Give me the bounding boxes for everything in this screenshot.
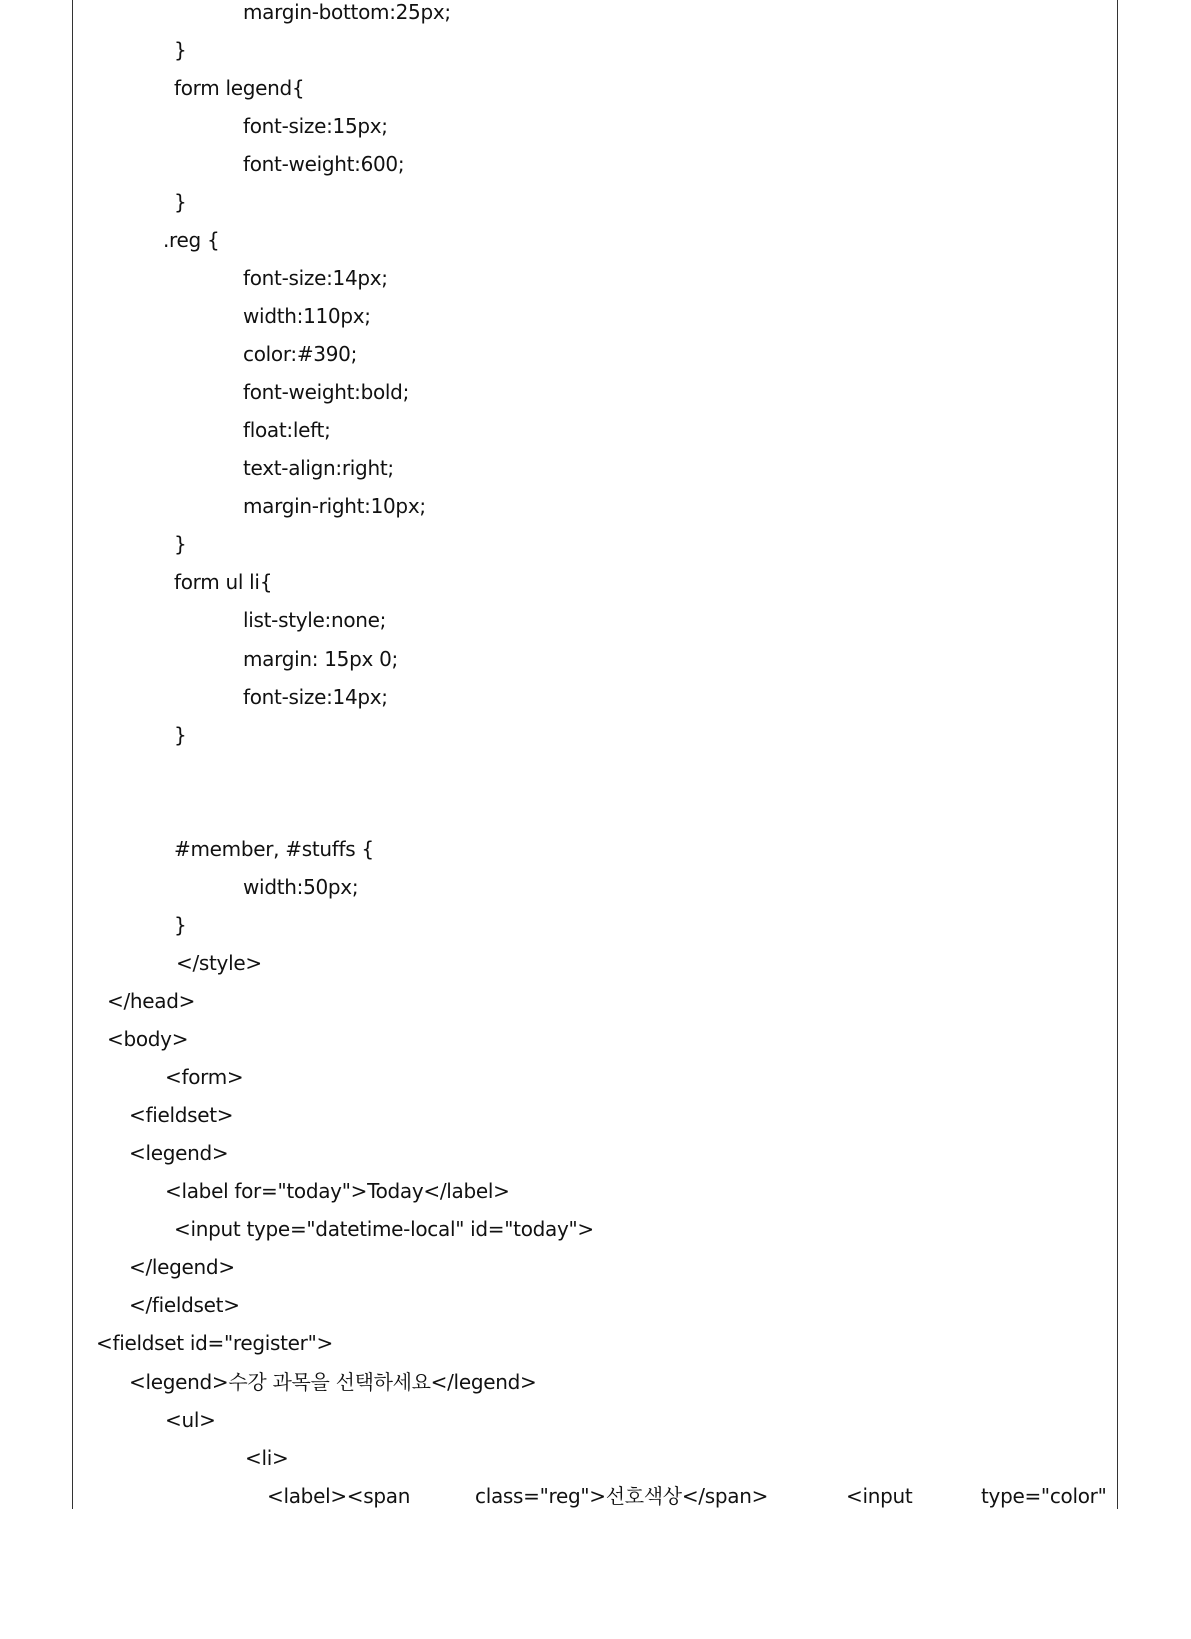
code-line: margin: 15px 0; bbox=[243, 647, 398, 671]
code-line: list-style:none; bbox=[243, 608, 387, 632]
code-segment: class="reg">선호색상</span> bbox=[475, 1484, 769, 1508]
code-line: <input type="datetime-local" id="today"> bbox=[174, 1217, 594, 1241]
code-line: <fieldset> bbox=[129, 1103, 234, 1127]
code-line: text-align:right; bbox=[243, 456, 394, 480]
code-line: float:left; bbox=[243, 418, 331, 442]
code-segment: type="color" bbox=[981, 1484, 1107, 1508]
code-segment: <input bbox=[846, 1484, 913, 1508]
code-line: width:50px; bbox=[243, 875, 359, 899]
code-line-justified bbox=[0, 1483, 1191, 1509]
table-border-left bbox=[72, 0, 73, 1509]
code-line: font-size:14px; bbox=[243, 685, 388, 709]
code-line: } bbox=[174, 190, 187, 214]
code-line: } bbox=[174, 723, 187, 747]
code-line: font-size:15px; bbox=[243, 114, 388, 138]
code-line: form ul li{ bbox=[174, 570, 273, 594]
code-line: font-size:14px; bbox=[243, 266, 388, 290]
code-line: font-weight:bold; bbox=[243, 380, 410, 404]
code-line: <body> bbox=[107, 1027, 189, 1051]
code-line: <label for="today">Today</label> bbox=[165, 1179, 510, 1203]
code-line: <fieldset id="register"> bbox=[96, 1331, 333, 1355]
code-line: <li> bbox=[245, 1446, 289, 1470]
code-line: <ul> bbox=[165, 1408, 216, 1432]
code-line: form legend{ bbox=[174, 76, 305, 100]
code-line: margin-right:10px; bbox=[243, 494, 426, 518]
code-line: <legend> bbox=[129, 1141, 229, 1165]
code-line: </fieldset> bbox=[129, 1293, 240, 1317]
table-border-right bbox=[1117, 0, 1118, 1509]
code-line: </legend> bbox=[129, 1255, 235, 1279]
code-line: </head> bbox=[107, 989, 196, 1013]
code-line: </style> bbox=[176, 951, 262, 975]
code-line: } bbox=[174, 532, 187, 556]
code-line: } bbox=[174, 913, 187, 937]
code-line: font-weight:600; bbox=[243, 152, 405, 176]
code-line: <legend>수강 과목을 선택하세요</legend> bbox=[129, 1370, 537, 1394]
code-line: color:#390; bbox=[243, 342, 358, 366]
code-line: margin-bottom:25px; bbox=[243, 0, 451, 24]
code-segment: <label><span bbox=[267, 1484, 411, 1508]
code-line: <form> bbox=[165, 1065, 244, 1089]
code-line: } bbox=[174, 38, 187, 62]
code-line: width:110px; bbox=[243, 304, 371, 328]
code-line: #member, #stuffs { bbox=[174, 837, 374, 861]
code-line: .reg { bbox=[163, 228, 220, 252]
